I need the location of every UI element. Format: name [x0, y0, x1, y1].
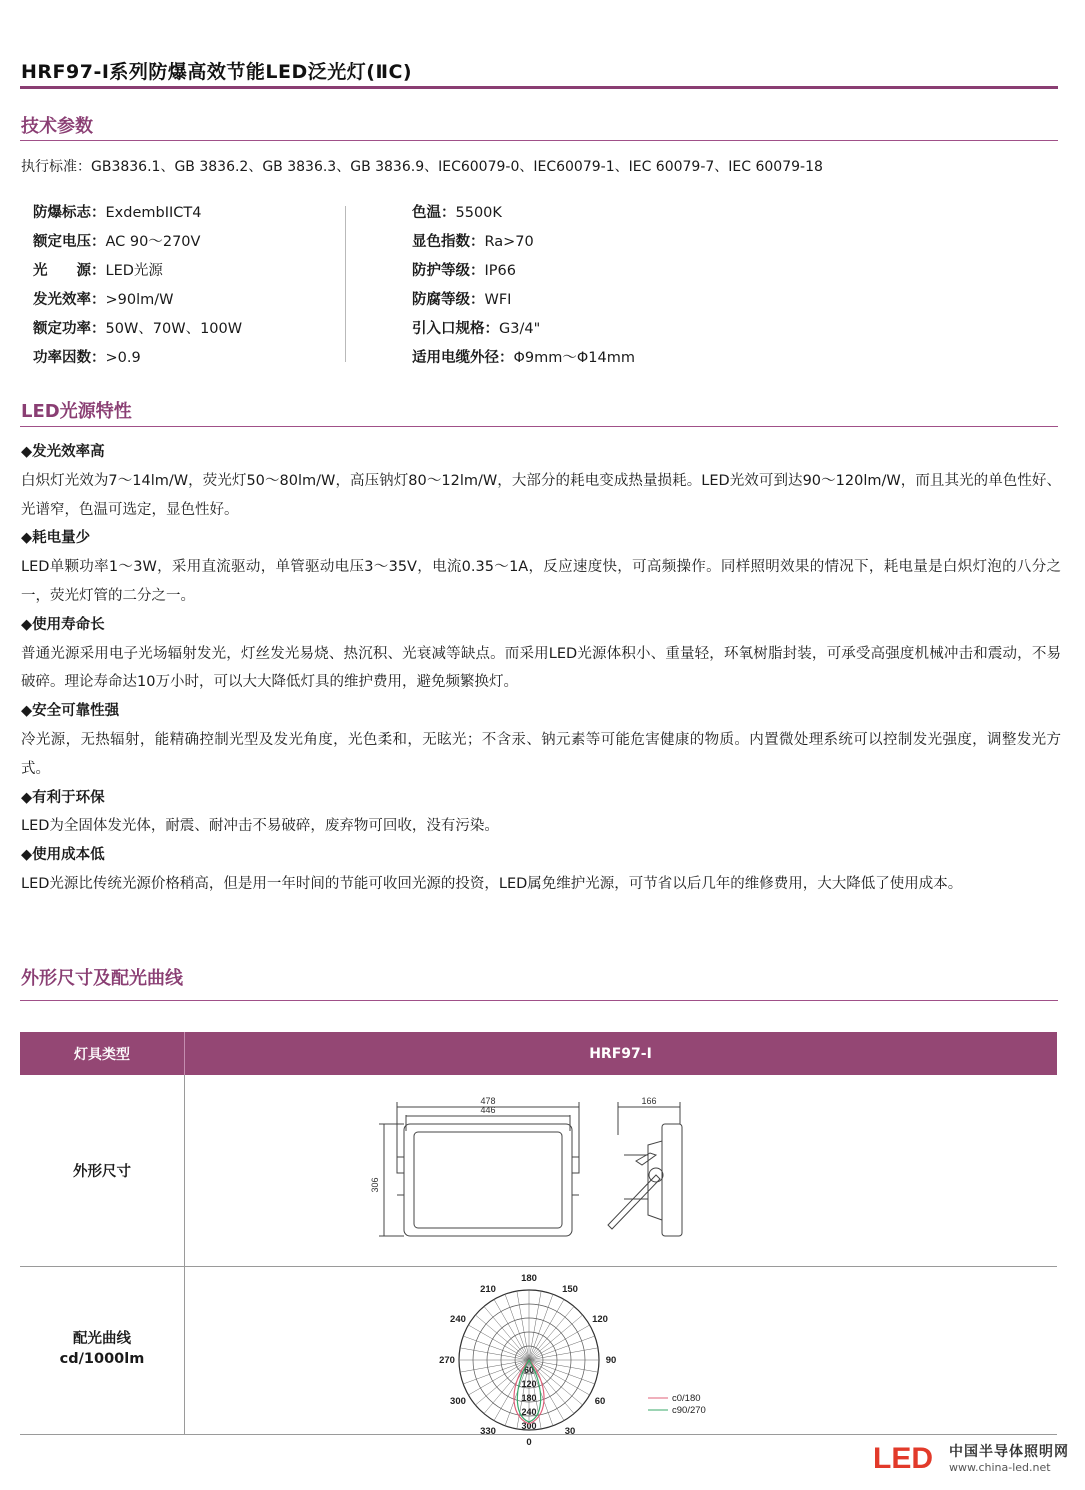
dim-width-inner: 446: [480, 1105, 496, 1115]
footer-url: www.china-led.net: [949, 1460, 1051, 1474]
specs-left: [33, 199, 242, 373]
dim-depth: 166: [641, 1096, 657, 1106]
feature-body: 普通光源采用电子光场辐射发光，灯丝发光易烧、热沉积、光衰减等缺点。而采用LED光源体积小、重量轻，环氧树脂封装，可承受高强度机械冲击和震动，不易破碎。理论寿命达10万小时，可以大大降低灯具的维护费用，避免频繁换灯。: [21, 645, 1061, 691]
lamp-front-body: [404, 1124, 572, 1236]
table-row-dimensions: [20, 1075, 1057, 1267]
section-divider: [20, 140, 1058, 141]
section-title-led: LED光源特性: [21, 401, 132, 422]
spec-row: 防腐等级：WFI: [412, 292, 512, 308]
section-divider: [20, 426, 1058, 427]
polar-angle-label: 210: [480, 1283, 496, 1295]
led-logo-icon: [873, 1440, 943, 1474]
feature-body: 白炽灯光效为7～14lm/W，荧光灯50～80lm/W，高压钠灯80～12lm/W，大部分的耗电变成热量损耗。LED光效可到达90～120lm/W，而且其光的单色性好、光谱窄，色温可选定，显色性好。: [21, 472, 1061, 518]
spec-row: 额定电压：AC 90～270V: [33, 234, 201, 250]
feature-heading: ◆使用成本低: [21, 847, 105, 864]
feature-body: LED为全固体发光体，耐震、耐冲击不易破碎，废弃物可回收，没有污染。: [21, 818, 499, 835]
polar-angle-label: 240: [450, 1314, 466, 1325]
spec-row: 色温：5500K: [412, 205, 502, 221]
feature-heading: ◆安全可靠性强: [21, 703, 120, 720]
lamp-side-body: [662, 1124, 682, 1236]
feature-heading: ◆发光效率高: [21, 444, 105, 460]
row-label-dimensions: 外形尺寸: [73, 1164, 131, 1180]
header-col-type: 灯具类型: [74, 1046, 130, 1063]
spec-row: 发光效率：>90lm/W: [33, 292, 174, 308]
dimension-drawing: [20, 1075, 1057, 1266]
feature-body: LED光源比传统光源价格稍高，但是用一年时间的节能可收回光源的投资，LED属免维护光源，可节省以后几年的维修费用，大大降低了使用成本。: [21, 875, 963, 892]
polar-angle-label: 180: [521, 1273, 537, 1284]
polar-radial-label: 300: [521, 1421, 537, 1431]
spec-row: 额定功率：50W、70W、100W: [33, 321, 243, 337]
spec-row: 功率因数：>0.9: [33, 350, 141, 366]
standards-text: 执行标准：GB3836.1、GB 3836.2、GB 3836.3、GB 3836.9、IEC60079-0、IEC60079-1、IEC 60079-7、IEC 60079-18: [21, 159, 823, 175]
specs-divider: [345, 206, 346, 362]
feature-body: LED单颗功率1～3W，采用直流驱动，单管驱动电压3～35V，电流0.35～1A，反应速度快，可高频操作。同样照明效果的情况下，耗电量是白炽灯泡的八分之一，荧光灯管的二分之一。: [21, 559, 1061, 604]
footer-site-name: 中国半导体照明网: [949, 1443, 1069, 1460]
spec-row: 防护等级：IP66: [412, 263, 516, 279]
spec-row: 显色指数：Ra>70: [412, 234, 534, 250]
polar-angle-label: 30: [564, 1426, 576, 1438]
section-title-shape: 外形尺寸及配光曲线: [21, 968, 183, 989]
spec-row: 光 源：LED光源: [33, 263, 163, 279]
polar-angle-label: 0: [526, 1437, 532, 1448]
polar-angle-label: 150: [562, 1283, 578, 1295]
polar-chart: [20, 1267, 1057, 1448]
polar-angle-label: 330: [480, 1426, 496, 1438]
dim-width-outer: 478: [480, 1096, 496, 1106]
section-title-tech: 技术参数: [21, 116, 93, 137]
polar-radial-label: 120: [521, 1379, 537, 1389]
polar-radial-label: 240: [521, 1407, 537, 1417]
polar-angle-label: 90: [605, 1355, 617, 1366]
feature-body: 冷光源，无热辐射，能精确控制光型及发光角度，光色柔和，无眩光；不含汞、钠元素等可能危害健康的物质。内置微处理系统可以控制发光强度，调整发光方式。: [21, 731, 1061, 777]
polar-angle-label: 270: [439, 1355, 455, 1366]
feature-heading: ◆耗电量少: [21, 530, 91, 547]
spec-table: [20, 1032, 1057, 1448]
spec-row: 防爆标志：ExdembIICT4: [33, 205, 202, 221]
title-divider: [20, 86, 1058, 89]
page-title: HRF97-Ⅰ系列防爆高效节能LED泛光灯(ⅡC): [21, 61, 413, 83]
dim-height: 306: [370, 1177, 380, 1193]
polar-angle-label: 60: [594, 1396, 606, 1407]
feature-heading: ◆使用寿命长: [21, 616, 105, 633]
footer-logo: [873, 1440, 1069, 1474]
feature-heading: ◆有利于环保: [21, 789, 105, 806]
polar-radial-label: 60: [523, 1365, 535, 1375]
header-col-model: HRF97-Ⅰ: [589, 1045, 652, 1062]
spec-row: 引入口规格：G3/4": [412, 321, 541, 337]
features-list: [21, 438, 1061, 899]
polar-angle-label: 300: [450, 1396, 466, 1407]
legend-label-c90: c90/270: [672, 1405, 706, 1416]
section-divider: [20, 1000, 1058, 1001]
lamp-front-glass: [414, 1132, 562, 1228]
spec-row: 适用电缆外径：Φ9mm～Φ14mm: [412, 350, 636, 366]
polar-radial-label: 180: [521, 1393, 537, 1403]
table-header: [20, 1032, 1057, 1075]
specs-right: [412, 199, 635, 373]
row-label-light-curve: 配光曲线 cd/1000lm: [59, 1331, 145, 1367]
legend-label-c0: c0/180: [672, 1393, 701, 1404]
svg-text:LED: LED: [873, 1442, 933, 1475]
polar-angle-label: 120: [592, 1314, 608, 1325]
table-row-light-curve: [20, 1267, 1057, 1448]
